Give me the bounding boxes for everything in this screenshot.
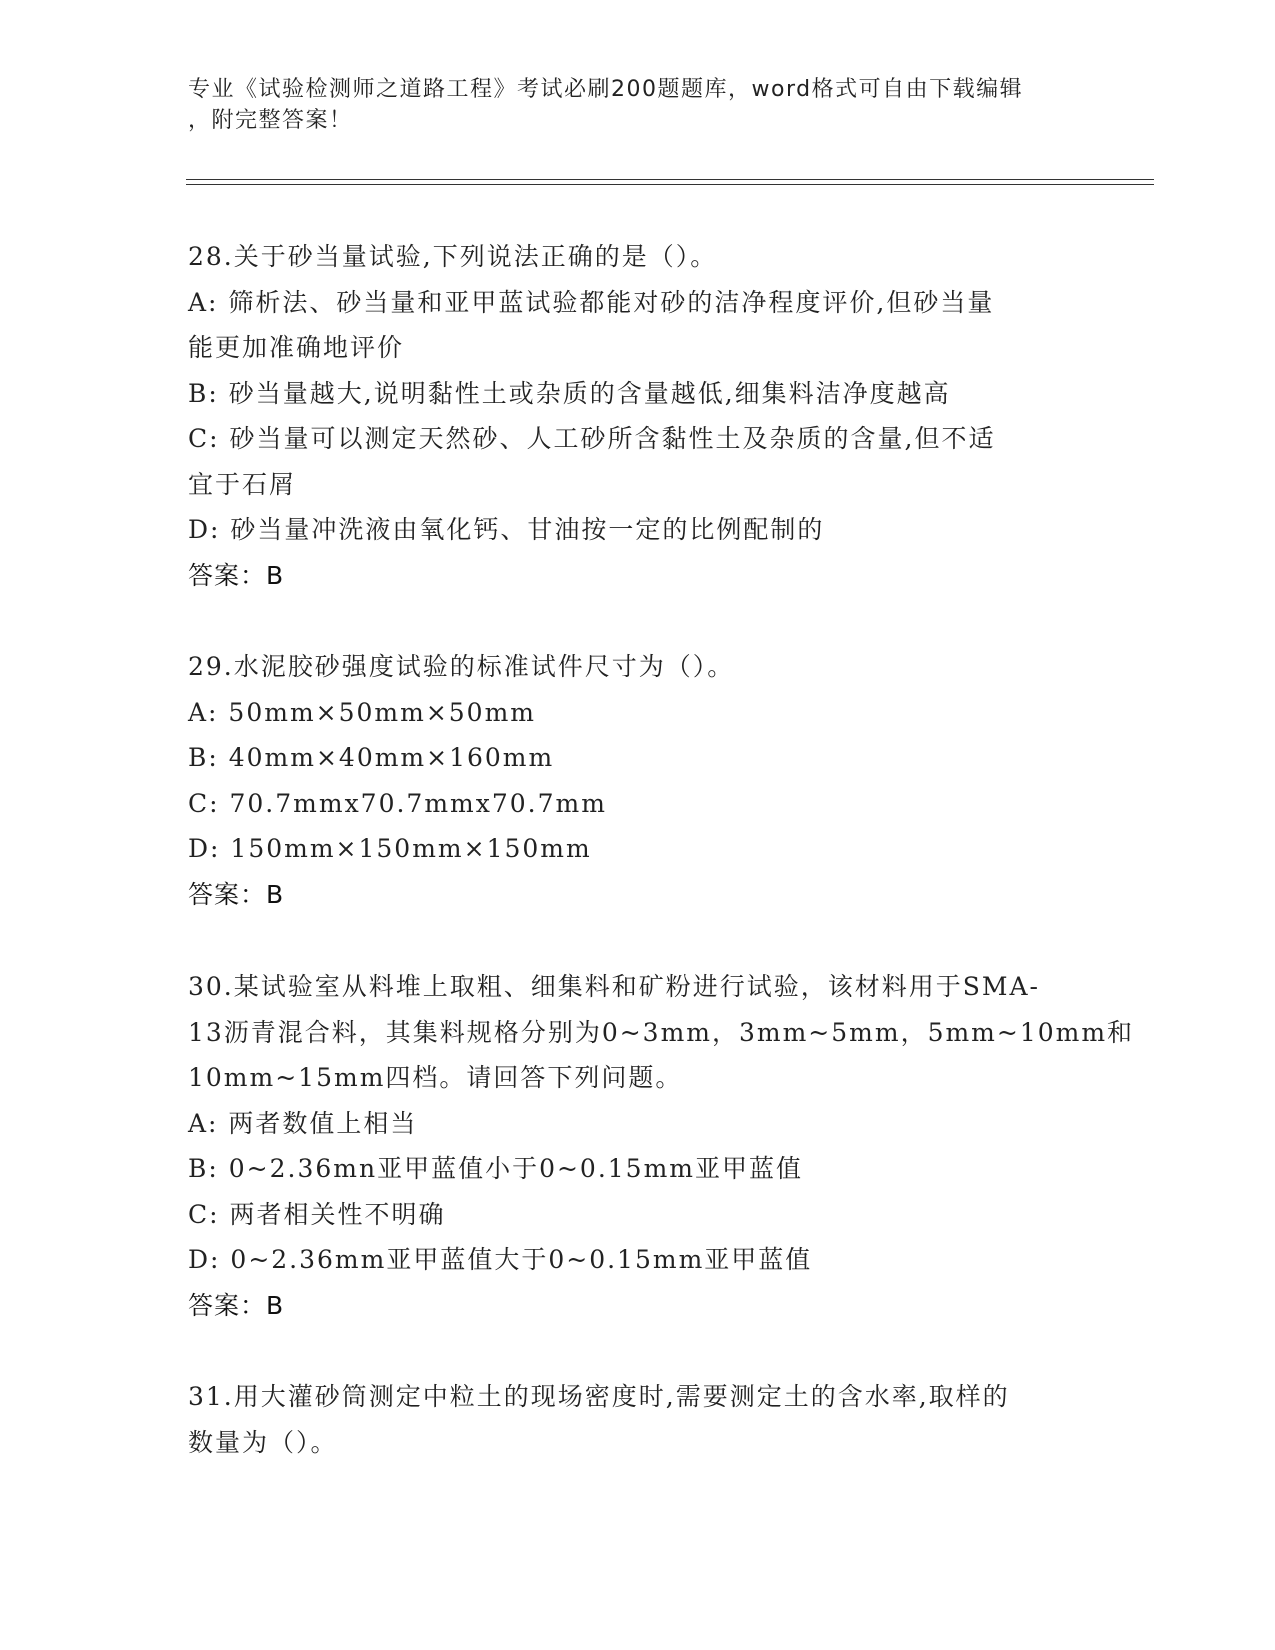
header-divider-top [186, 179, 1154, 180]
question-28 [188, 234, 1088, 598]
question-28-option-b: B: 砂当量越大,说明黏性土或杂质的含量越低,细集料洁净度越高 [188, 378, 951, 408]
question-30-option-d: D: 0~2.36mm亚甲蓝值大于0~0.15mm亚甲蓝值 [188, 1245, 813, 1274]
question-28-option-c-cont: 宜于石屑 [188, 469, 297, 499]
question-29-option-c: C: 70.7mmx70.7mmx70.7mm [188, 788, 607, 818]
question-28-option-c: C: 砂当量可以测定天然砂、人工砂所含黏性土及杂质的含量,但不适 [188, 424, 996, 453]
question-29-stem: 29.水泥胶砂强度试验的标准试件尺寸为（）。 [188, 652, 735, 681]
header-line-1: 专业《试验检测师之道路工程》考试必刷200题题库，word格式可自由下载编辑 [188, 77, 1024, 102]
question-30 [188, 964, 1135, 1328]
question-30-option-c: C: 两者相关性不明确 [188, 1199, 446, 1229]
question-30-stem-cont-1: 13沥青混合料，其集料规格分别为0~3mm，3mm~5mm，5mm~10mm和 [188, 1017, 1135, 1047]
question-29-option-d: D: 150mm×150mm×150mm [188, 834, 592, 863]
question-30-answer: 答案：B [188, 1290, 285, 1320]
header-line-2: ，附完整答案！ [188, 108, 353, 133]
document-header [188, 74, 1088, 136]
question-28-answer: 答案：B [188, 560, 285, 590]
question-31-stem: 31.用大灌砂筒测定中粒土的现场密度时,需要测定土的含水率,取样的 [188, 1382, 1010, 1411]
question-30-stem-cont-2: 10mm~15mm四档。请回答下列问题。 [188, 1063, 683, 1092]
question-30-option-a: A: 两者数值上相当 [188, 1108, 418, 1138]
question-30-stem: 30.某试验室从料堆上取粗、细集料和矿粉进行试验，该材料用于SMA- [188, 972, 1040, 1001]
question-28-option-d: D: 砂当量冲洗液由氧化钙、甘油按一定的比例配制的 [188, 515, 825, 544]
header-divider-bottom [186, 184, 1154, 185]
question-28-option-a-cont: 能更加准确地评价 [188, 333, 405, 362]
question-29-option-a: A: 50mm×50mm×50mm [188, 697, 536, 727]
question-29 [188, 644, 1088, 917]
question-29-answer: 答案：B [188, 879, 285, 909]
question-28-stem: 28.关于砂当量试验,下列说法正确的是（）。 [188, 242, 718, 271]
question-31-stem-cont: 数量为（）。 [188, 1427, 338, 1457]
question-28-option-a: A: 筛析法、砂当量和亚甲蓝试验都能对砂的洁净程度评价,但砂当量 [188, 287, 995, 317]
question-29-option-b: B: 40mm×40mm×160mm [188, 743, 555, 772]
question-31 [188, 1374, 1088, 1465]
question-30-option-b: B: 0~2.36mn亚甲蓝值小于0~0.15mm亚甲蓝值 [188, 1154, 803, 1183]
